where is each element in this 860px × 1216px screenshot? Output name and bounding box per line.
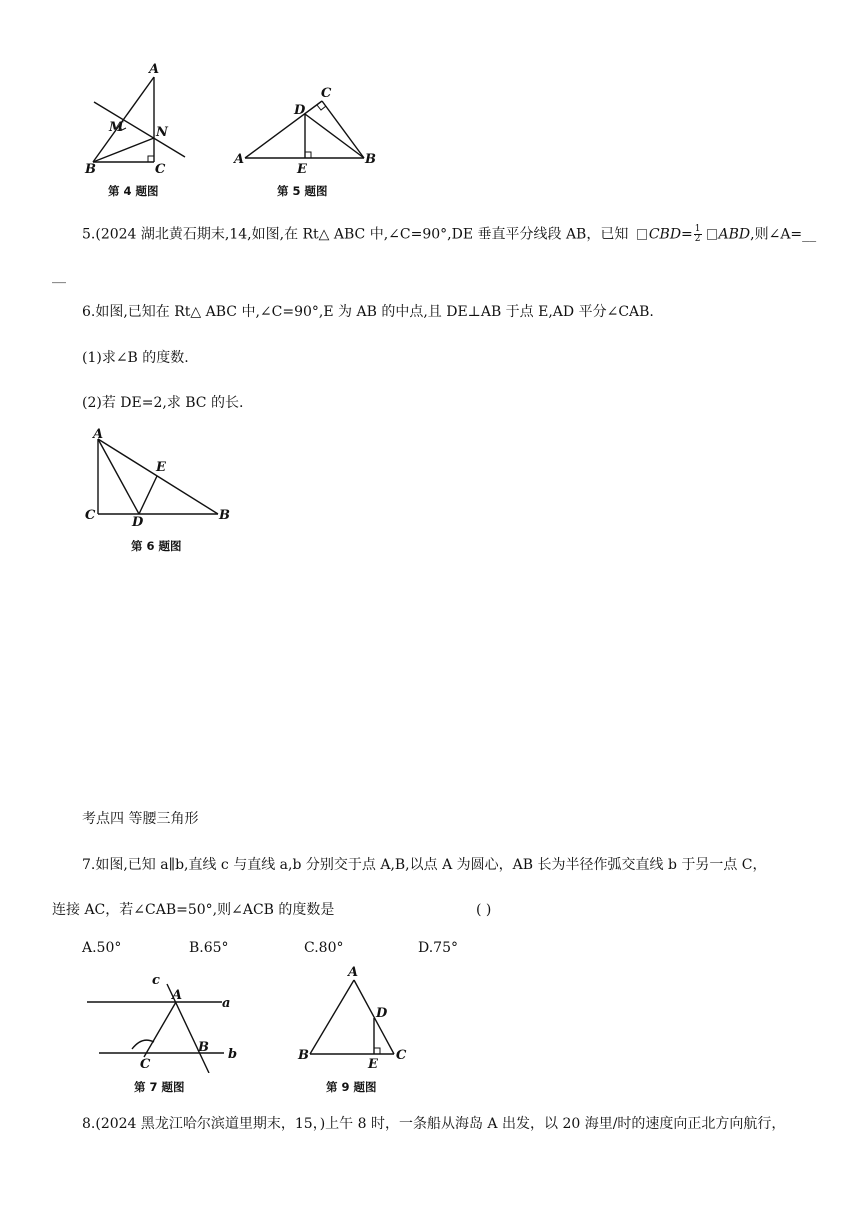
q5-text-before: 5.(2024 湖北黄石期末,14,如图,在 Rt△ ABC 中,∠C=90°,DE 垂直平分线段 AB，已知 [82, 226, 633, 243]
question-8-line-1: 8.(2024 黑龙江哈尔滨道里期末，15，)上午 8 时，一条船从海岛 A 出发，以 20 海里/时的速度向正北方向航行， [82, 1116, 786, 1132]
fig7-label-c-line: c [152, 973, 160, 988]
fig6-label-d: D [132, 515, 144, 528]
angle-symbol-icon [637, 229, 647, 240]
question-6-stem: 6.如图,已知在 Rt△ ABC 中,∠C=90°,E 为 AB 的中点,且 DE⊥AB 于点 E,AD 平分∠CAB. [82, 304, 654, 320]
figure-9-caption: 第 9 题图 [326, 1080, 377, 1094]
fig5-label-e: E [297, 162, 307, 177]
fig7-label-b-point: B [198, 1040, 209, 1055]
fig7-label-a-point: A [172, 988, 183, 1003]
fig4-perpendicular-bisector [94, 102, 185, 157]
section-title: 考点四 等腰三角形 [82, 811, 199, 827]
figure-5-caption: 第 5 题图 [277, 184, 328, 198]
figure-4 [82, 60, 202, 180]
option-b: B.65° [189, 940, 229, 956]
fig9-label-a: A [348, 965, 359, 980]
fig5-right-angle-e [305, 152, 311, 158]
fig5-label-a: A [234, 152, 245, 167]
fig6-segment-de [139, 476, 157, 514]
q5-fraction: $\frac{1}{2}$ [694, 224, 701, 244]
question-7-answer-paren: ( ) [476, 902, 492, 918]
fig6-label-b: B [219, 508, 230, 523]
q5-equals: = [681, 226, 693, 243]
fig6-segment-ad [98, 439, 139, 514]
fig5-side-cb [322, 101, 364, 158]
fig5-segment-db [305, 114, 364, 158]
figure-7-caption: 第 7 题图 [134, 1080, 185, 1094]
fig9-label-c: C [396, 1048, 407, 1063]
question-7-line-2: 连接 AC，若∠CAB=50°,则∠ACB 的度数是 [52, 902, 335, 918]
fig9-label-e: E [368, 1057, 378, 1072]
figure-5 [228, 84, 388, 184]
option-c: C.80° [304, 940, 344, 956]
fig4-label-b: B [85, 162, 96, 177]
question-6-part-1: (1)求∠B 的度数. [82, 350, 189, 366]
fig4-right-angle-c [148, 156, 154, 162]
option-a: A.50° [82, 940, 122, 956]
fig7-segment-ac [144, 1002, 176, 1057]
fig7-label-a-line: a [222, 996, 231, 1011]
fig7-label-c-point: C [140, 1057, 151, 1072]
question-5 [82, 225, 816, 244]
fig6-side-ab [98, 439, 218, 514]
question-7-line-1: 7.如图,已知 a∥b,直线 c 与直线 a,b 分别交于点 A,B,以点 A 为圆心，AB 长为半径作弧交直线 b 于另一点 C， [82, 857, 767, 873]
fig5-side-ac [245, 101, 322, 158]
figure-4-caption: 第 4 题图 [108, 184, 159, 198]
q5-abd: ABD [718, 226, 751, 243]
fig9-label-b: B [298, 1048, 309, 1063]
fig9-label-d: D [376, 1006, 388, 1021]
fig6-label-e: E [156, 460, 166, 475]
figure-6 [82, 428, 242, 528]
question-6-part-2: (2)若 DE=2,求 BC 的长. [82, 395, 244, 411]
angle-symbol-icon [707, 229, 717, 240]
fig4-label-m: M [109, 120, 124, 135]
fig9-side-ab [310, 980, 354, 1054]
figure-7 [82, 968, 252, 1073]
fig4-label-a: A [149, 62, 160, 77]
q5-cbd: CBD [648, 226, 682, 243]
figure-6-caption: 第 6 题图 [131, 539, 182, 553]
fig7-label-b-line: b [228, 1047, 238, 1062]
fig5-label-c: C [321, 86, 332, 101]
fig6-label-c: C [85, 508, 96, 523]
fig5-label-d: D [294, 103, 306, 118]
fig6-label-a: A [93, 428, 104, 442]
fig4-label-n: N [156, 125, 168, 140]
q5-text-after: ,则∠A=__ [750, 226, 817, 243]
option-d: D.75° [418, 940, 458, 956]
question-5-wrap: __ [52, 268, 66, 284]
figure-9 [294, 964, 424, 1074]
fig9-right-angle-e [374, 1048, 380, 1054]
fig5-label-b: B [365, 152, 376, 167]
fig4-label-c: C [155, 162, 166, 177]
